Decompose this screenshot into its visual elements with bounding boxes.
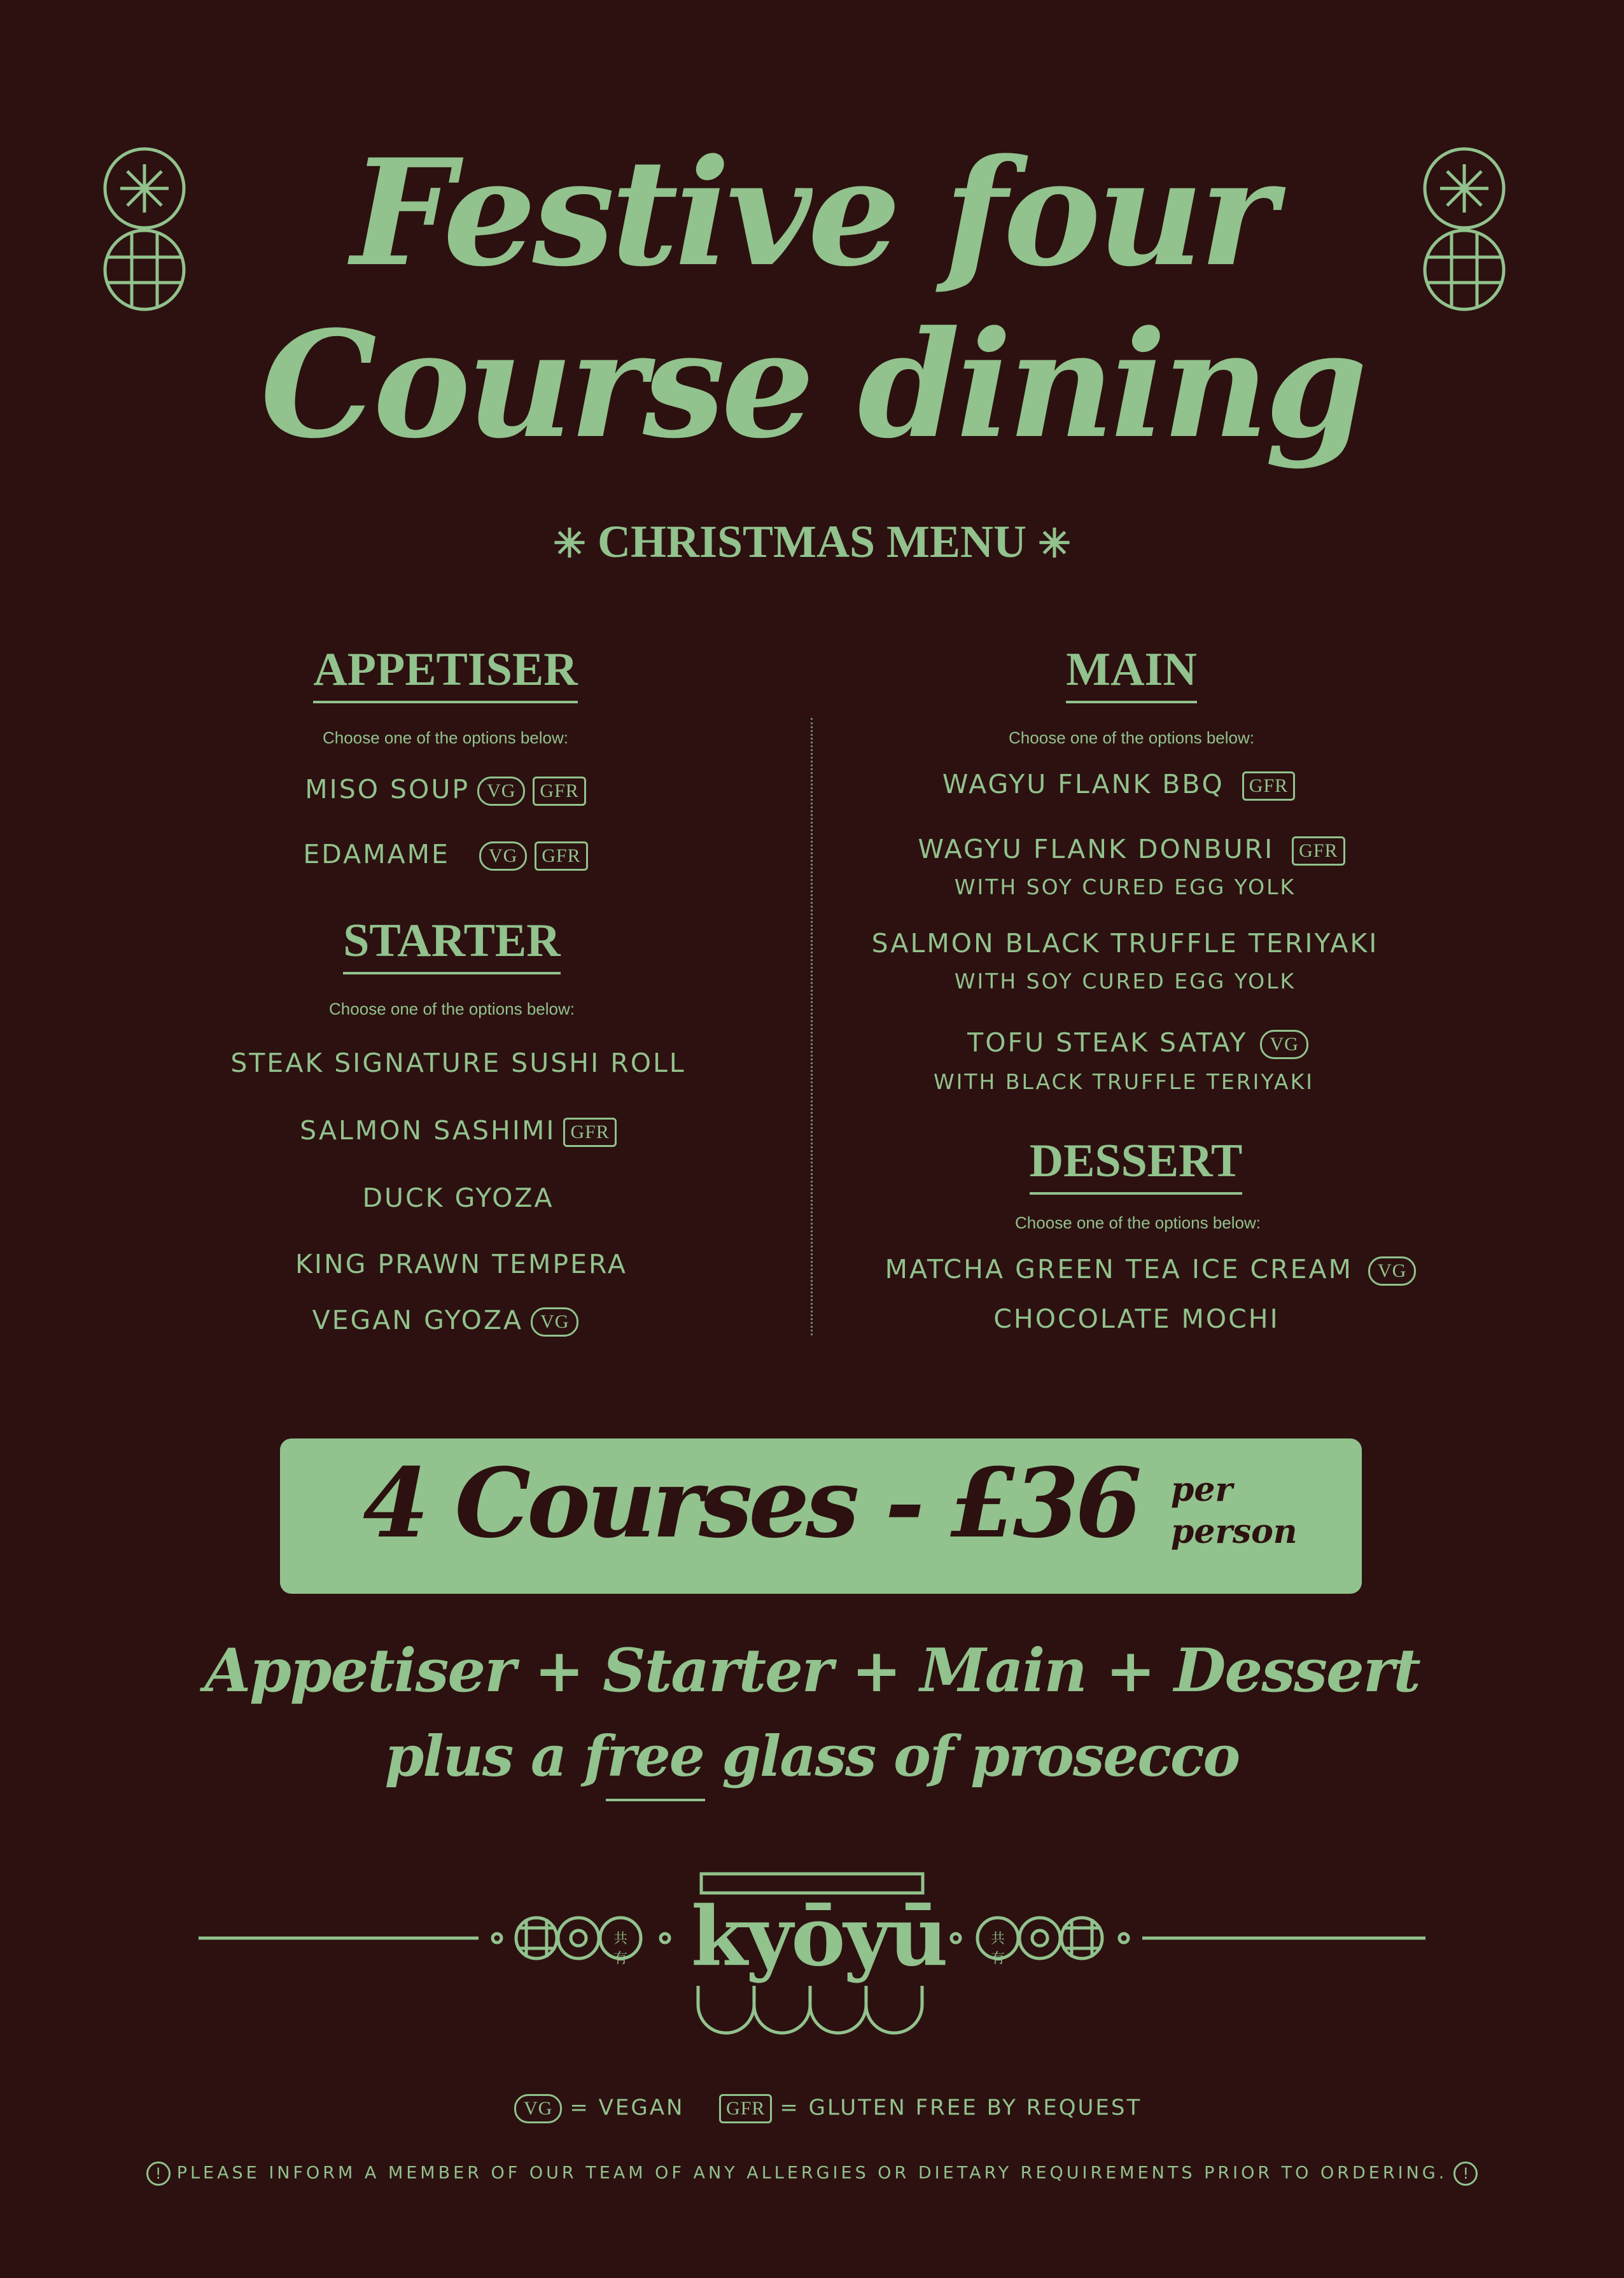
exclamation-icon: !: [146, 2162, 171, 2186]
menu-item: KING PRAWN TEMPERA: [295, 1249, 627, 1279]
exclamation-icon: !: [1453, 2162, 1478, 2186]
gfr-badge: GFR: [535, 841, 587, 871]
star-icon: ✳: [1038, 523, 1071, 566]
menu-item: MATCHA GREEN TEA ICE CREAM VG: [877, 1254, 1424, 1286]
price-banner: [280, 1438, 1362, 1594]
brand-logo: kyōyū: [691, 1889, 946, 1985]
menu-item: SALMON SASHIMI GFR: [204, 1115, 713, 1147]
main-note: Choose one of the options below:: [1009, 728, 1254, 747]
vg-badge: VG: [479, 841, 527, 871]
courses-tagline: Appetiser + Starter + Main + Dessert: [204, 1636, 1420, 1706]
menu-item: STEAK SIGNATURE SUSHI ROLL: [230, 1048, 686, 1078]
dessert-note: Choose one of the options below:: [1015, 1213, 1261, 1232]
gfr-badge: GFR: [1242, 771, 1295, 801]
allergy-warning: ! PLEASE INFORM A MEMBER OF OUR TEAM OF ANY ALLERGIES OR DIETARY REQUIREMENTS PRIOR TO ORDERING. !: [0, 2162, 1624, 2186]
menu-item-sub: WITH BLACK TRUFFLE TERIYAKI: [934, 1069, 1314, 1094]
subtitle-text: CHRISTMAS MENU: [597, 516, 1027, 567]
legend-gluten-free: GFR = GLUTEN FREE BY REQUEST: [719, 2094, 1142, 2123]
emblem-glyph: 共有: [990, 1931, 1005, 1967]
free-underline: [606, 1799, 705, 1801]
vg-badge: VG: [531, 1307, 578, 1337]
column-divider: [811, 718, 813, 1335]
gfr-badge: GFR: [563, 1118, 616, 1147]
title-line-1: Festive four: [351, 127, 1273, 299]
price-text: 4 Courses - £36: [363, 1447, 1138, 1559]
star-icon: ✳: [553, 523, 586, 566]
gfr-badge: GFR: [533, 777, 585, 806]
menu-item-sub: WITH SOY CURED EGG YOLK: [954, 875, 1296, 899]
menu-item-sub: WITH SOY CURED EGG YOLK: [954, 969, 1296, 994]
gfr-badge: GFR: [1292, 836, 1345, 866]
vg-badge: VG: [514, 2094, 562, 2123]
per-person-text: per person: [1171, 1470, 1298, 1551]
menu-item: SALMON BLACK TRUFFLE TERIYAKI: [871, 928, 1379, 959]
starter-heading: STARTER: [197, 914, 706, 974]
menu-item: WAGYU FLANK DONBURI GFR: [864, 834, 1399, 866]
menu-item: TOFU STEAK SATAY VG: [883, 1027, 1392, 1059]
prosecco-tagline: plus a free glass of prosecco: [384, 1723, 1240, 1789]
main-heading: MAIN: [877, 643, 1386, 703]
gfr-badge: GFR: [719, 2094, 772, 2123]
starter-note: Choose one of the options below:: [329, 999, 575, 1018]
menu-item: VEGAN GYOZA VG: [191, 1305, 700, 1337]
title-line-2: Course dining: [260, 299, 1364, 471]
appetiser-heading: APPETISER: [191, 643, 700, 703]
menu-item: EDAMAME VG GFR: [191, 839, 700, 871]
dessert-heading: DESSERT: [881, 1134, 1390, 1195]
appetiser-note: Choose one of the options below:: [323, 728, 568, 747]
vg-badge: VG: [1368, 1256, 1416, 1286]
menu-item: MISO SOUP VG GFR: [191, 774, 700, 806]
emblem-glyph: 共有: [613, 1931, 627, 1967]
menu-item: WAGYU FLANK BBQ GFR: [864, 769, 1373, 801]
christmas-menu-subtitle: [0, 516, 1624, 568]
legend-vegan: VG = VEGAN: [514, 2094, 684, 2123]
menu-item: CHOCOLATE MOCHI: [993, 1304, 1280, 1334]
vg-badge: VG: [477, 777, 525, 806]
menu-item: DUCK GYOZA: [362, 1183, 554, 1213]
vg-badge: VG: [1260, 1030, 1308, 1059]
